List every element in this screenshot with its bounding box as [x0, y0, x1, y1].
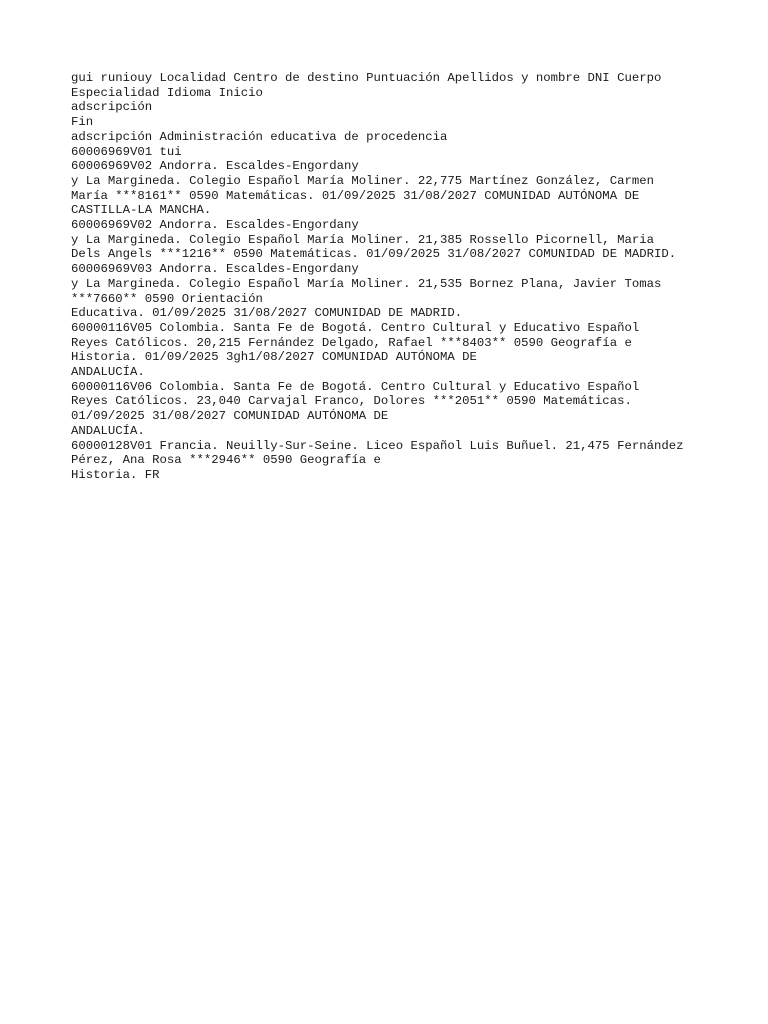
text-line: 60000116V05 Colombia. Santa Fe de Bogotá. Centro Cultural y Educativo Español [71, 320, 640, 335]
text-line: 01/09/2025 31/08/2027 COMUNIDAD AUTÓNOMA DE [71, 409, 389, 424]
text-line: Reyes Católicos. 23,040 Carvajal Franco, Dolores ***2051** 0590 Matemáticas. [71, 394, 632, 409]
text-line: 60006969V01 tui [71, 144, 182, 159]
text-line: y La Margineda. Colegio Español María Moliner. 21,385 Rossello Picornell, Maria [71, 232, 654, 247]
text-line: 60006969V02 Andorra. Escaldes-Engordany [71, 218, 359, 233]
text-line: ANDALUCÍA. [71, 365, 145, 380]
text-line: Historia. 01/09/2025 3gh1/08/2027 COMUNIDAD AUTÓNOMA DE [71, 350, 477, 365]
text-line: gui runiouy Localidad Centro de destino Puntuación Apellidos y nombre DNI Cuerpo [71, 71, 662, 85]
text-line: Dels Angels ***1216** 0590 Matemáticas. 01/09/2025 31/08/2027 COMUNIDAD DE MADRID. [71, 247, 677, 262]
text-line: 60006969V03 Andorra. Escaldes-Engordany [71, 262, 359, 277]
text-line: Reyes Católicos. 20,215 Fernández Delgado, Rafael ***8403** 0590 Geografía e [71, 335, 632, 350]
text-line: Educativa. 01/09/2025 31/08/2027 COMUNIDAD DE MADRID. [71, 306, 463, 321]
text-line: Historia. FR [71, 467, 160, 482]
text-line: Fin [71, 115, 94, 130]
text-line: Pérez, Ana Rosa ***2946** 0590 Geografía e [71, 453, 381, 468]
text-line: 60000128V01 Francia. Neuilly-Sur-Seine. Liceo Español Luis Buñuel. 21,475 Fernández [71, 438, 684, 453]
text-line: ***7660** 0590 Orientación [71, 291, 263, 306]
text-line: CASTILLA-LA MANCHA. [71, 203, 212, 218]
text-line: ANDALUCÍA. [71, 423, 145, 438]
text-line: 60006969V02 Andorra. Escaldes-Engordany [71, 159, 359, 174]
text-line: adscripción Administración educativa de procedencia [71, 129, 448, 144]
text-line: y La Margineda. Colegio Español María Moliner. 22,775 Martínez González, Carmen [71, 173, 654, 188]
text-line: y La Margineda. Colegio Español María Moliner. 21,535 Bornez Plana, Javier Tomas [71, 276, 662, 291]
document-page [71, 71, 751, 483]
text-line: adscripción [71, 100, 153, 115]
text-line: Especialidad Idioma Inicio [71, 85, 263, 100]
text-line: 60000116V06 Colombia. Santa Fe de Bogotá. Centro Cultural y Educativo Español [71, 379, 640, 394]
text-line: María ***8161** 0590 Matemáticas. 01/09/2025 31/08/2027 COMUNIDAD AUTÓNOMA DE [71, 188, 640, 203]
